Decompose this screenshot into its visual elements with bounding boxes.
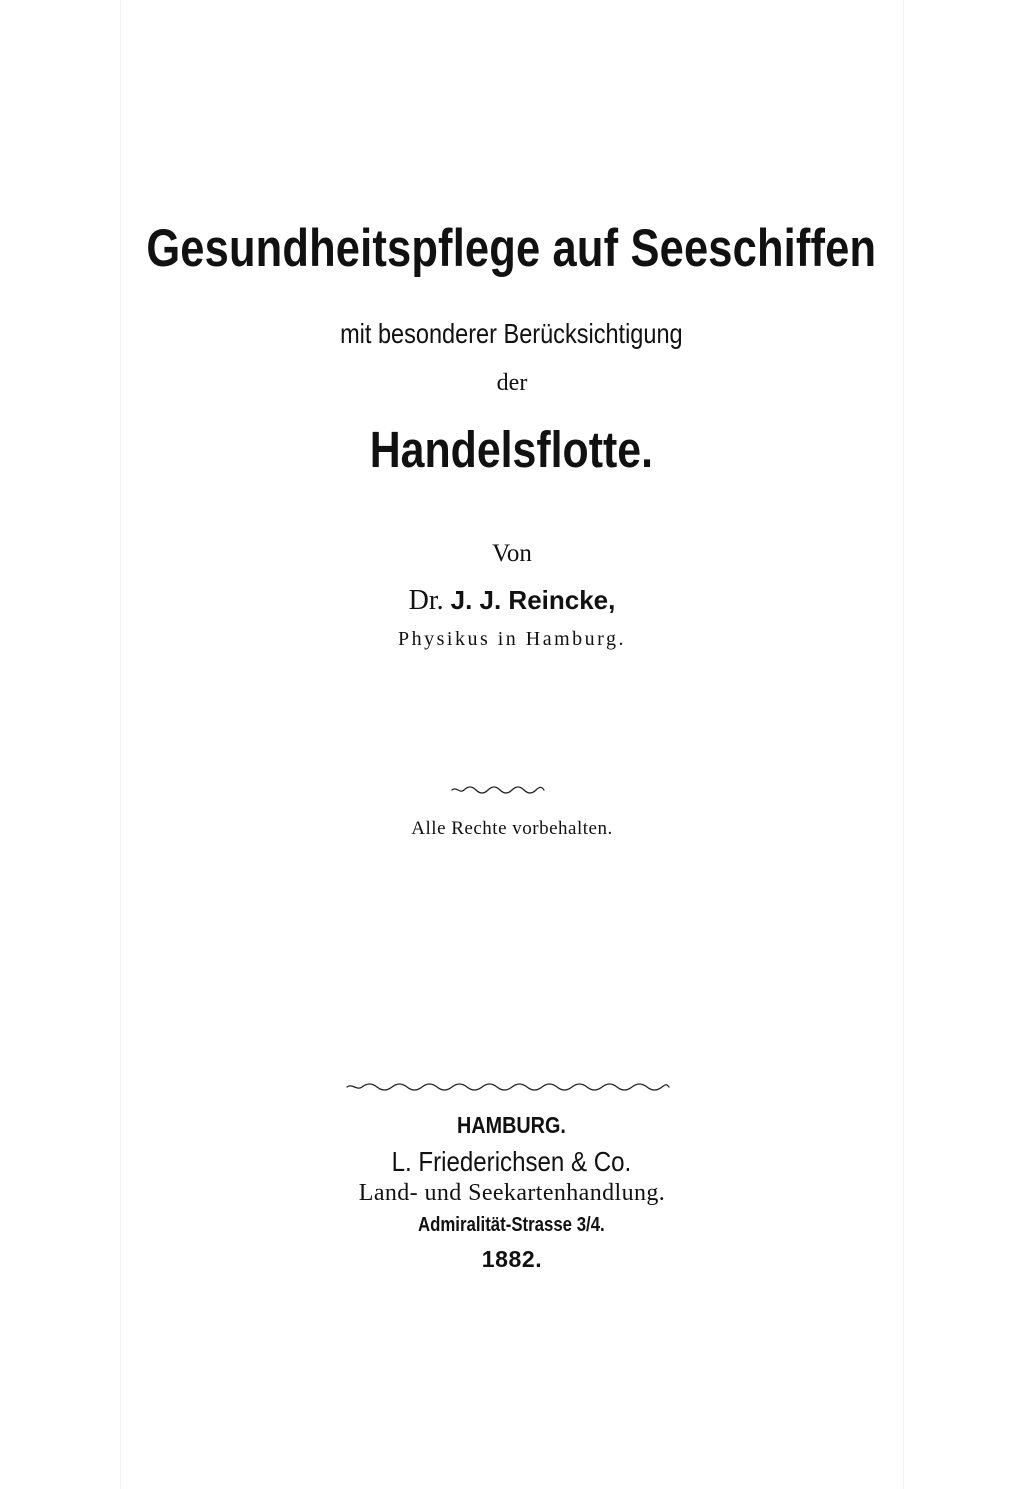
publication-year: 1882. bbox=[481, 1246, 543, 1272]
decorative-divider-rule bbox=[450, 784, 546, 796]
title-connector: der bbox=[496, 370, 528, 396]
main-title: Gesundheitspflege auf Seeschiffen bbox=[146, 219, 877, 278]
author-name: J. J. Reincke, bbox=[450, 585, 616, 615]
subtitle: mit besonderer Berücksichtigung bbox=[340, 318, 683, 349]
author-position: Physikus in Hamburg. bbox=[398, 628, 626, 650]
publisher-city: HAMBURG. bbox=[457, 1112, 566, 1138]
publisher-business: Land- und Seekartenhandlung. bbox=[358, 1180, 666, 1206]
rights-reserved-notice: Alle Rechte vorbehalten. bbox=[411, 818, 613, 839]
publisher-name: L. Friederichsen & Co. bbox=[391, 1146, 632, 1177]
divider-wave bbox=[452, 787, 544, 793]
author-by-label: Von bbox=[492, 540, 532, 567]
publisher-divider-wave bbox=[347, 1084, 669, 1090]
publisher-divider-rule bbox=[345, 1081, 671, 1093]
author-prefix: Dr. bbox=[408, 585, 444, 616]
main-subject-title: Handelsflotte. bbox=[369, 421, 653, 478]
publisher-address: Admiralität-Strasse 3/4. bbox=[417, 1214, 605, 1236]
author-line bbox=[0, 585, 1024, 617]
